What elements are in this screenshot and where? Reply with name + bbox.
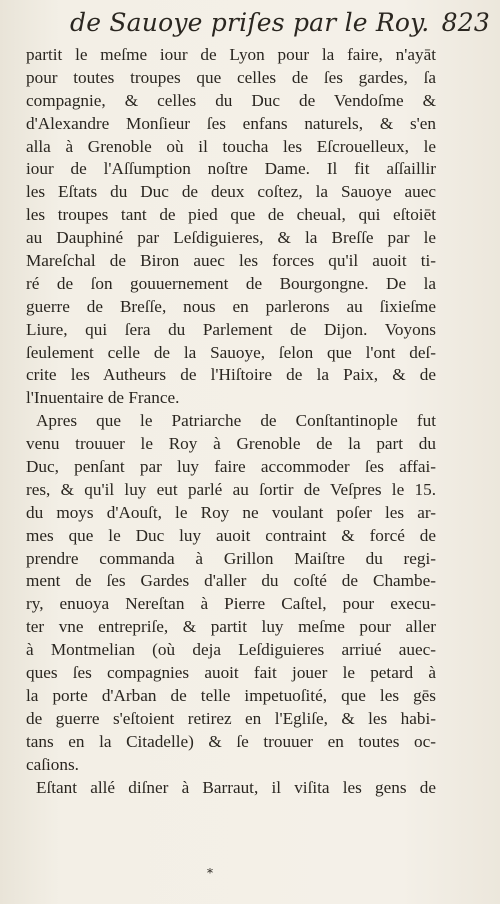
text-line: alla à Grenoble où il toucha les Eſcrouelleux, le	[26, 136, 436, 156]
running-title: de Sauoye priſes par le Roy.	[70, 8, 430, 37]
running-header	[70, 8, 490, 42]
text-line: compagnie, & celles du Duc de Vendoſme &	[26, 90, 436, 110]
text-line: Mareſchal de Biron auec les forces qu'il auoit ti-	[26, 251, 436, 271]
text-line: mes que le Duc luy auoit contraint & forcé de	[26, 525, 436, 545]
text-line: de guerre s'eſtoient retirez en l'Egliſe, & les habi-	[26, 708, 436, 728]
text-line: les troupes tant de pied que de cheual, qui eſtoiēt	[26, 205, 436, 225]
text-line: Duc, penſant par luy faire accommoder ſes affai-	[26, 457, 436, 477]
text-line: crite les Autheurs de l'Hiſtoire de la Paix, & de	[26, 365, 436, 385]
text-line: prendre commanda à Grillon Maiſtre du regi-	[26, 548, 436, 568]
text-line: res, & qu'il luy eut parlé au ſortir de Veſpres le 15.	[26, 479, 436, 499]
body-text	[26, 44, 436, 799]
signature-mark: *	[207, 866, 213, 880]
paragraph-start-line: Apres que le Patriarche de Conſtantinople fut	[36, 411, 436, 431]
text-line: tans en la Citadelle) & ſe trouuer en toutes oc-	[26, 731, 436, 751]
text-line: à Montmelian (où deja Leſdiguieres arriué auec-	[26, 640, 436, 660]
text-line: l'Inuentaire de France.	[26, 388, 180, 408]
text-line: ter vne entrepriſe, & partit luy meſme pour aller	[26, 617, 436, 637]
text-line: venu trouuer le Roy à Grenoble de la part du	[26, 434, 436, 454]
text-line: ſeulement celle de la Sauoye, ſelon que l'ont deſ-	[26, 342, 436, 362]
text-line: guerre de Breſſe, nous en parlerons au ſixieſme	[26, 296, 436, 316]
text-line: pour toutes troupes que celles de ſes gardes, ſa	[26, 67, 436, 87]
text-line: la porte d'Arban de telle impetuoſité, que les gēs	[26, 685, 436, 705]
text-line: ré de ſon gouuernement de Bourgongne. De la	[26, 273, 436, 293]
text-line: ment de ſes Gardes d'aller du coſté de Chambe-	[26, 571, 436, 591]
text-line: du moys d'Aouſt, le Roy ne voulant poſer les ar-	[26, 502, 436, 522]
text-line: caſions.	[26, 754, 79, 774]
paragraph-start-line: Eſtant allé diſner à Barraut, il viſita les gens de	[36, 777, 436, 797]
text-line: les Eſtats du Duc de deux coſtez, la Sauoye auec	[26, 182, 436, 202]
text-line: ry, enuoya Nereſtan à Pierre Caſtel, pour execu-	[26, 594, 436, 614]
text-line: partit le meſme iour de Lyon pour la faire, n'ayāt	[26, 45, 436, 64]
text-line: au Dauphiné par Leſdiguieres, & la Breſſe par le	[26, 228, 436, 248]
text-line: iour de l'Aſſumption noſtre Dame. Il fit aſſaillir	[26, 159, 436, 179]
page-number: 823	[441, 8, 490, 37]
text-line: Liure, qui ſera du Parlement de Dijon. Voyons	[26, 319, 436, 339]
text-line: ques ſes compagnies auoit fait jouer le petard à	[26, 663, 436, 683]
text-line: d'Alexandre Monſieur ſes enfans naturels, & s'en	[26, 113, 436, 133]
